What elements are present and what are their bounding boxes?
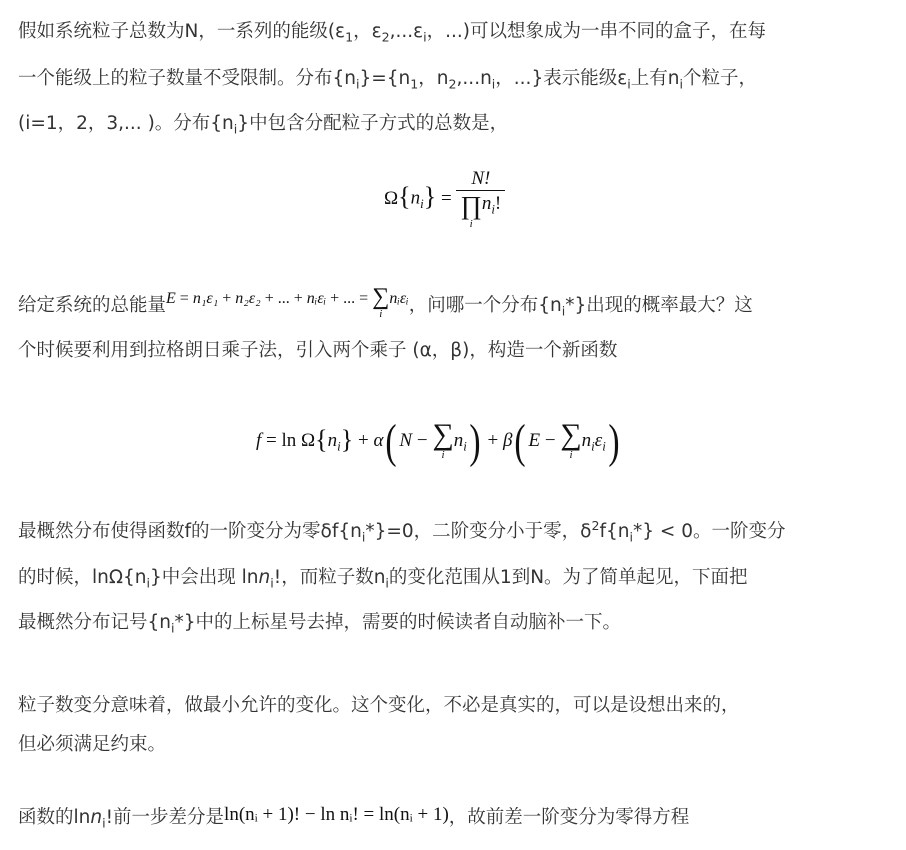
paragraph-2-line-1: 给定系统的总能量E = n₁ε₁ + n₂ε₂ + ... + nᵢεᵢ + ... = ∑ i nᵢεᵢ，问哪一个分布$\{n_i*\}$出现的概率最大？这 (18, 283, 888, 330)
paragraph-3-line-1: 最概然分布使得函数f的一阶变分为零$\delta f\{n_i*\}=0$，二阶变分小于零，$\delta^2f\{n_i*\} < 0$。一阶变分 (18, 518, 786, 545)
paragraph-5-line-1: 函数的lnn$_i$!前一步差分是ln(nᵢ + 1)! − ln nᵢ! = ln(nᵢ + 1)，故前差一阶变分为零得方程 (18, 804, 690, 831)
paragraph-3-line-3: 最概然分布记号$\{n_i*\}$中的上标星号去掉，需要的时候读者自动脑补一下。 (18, 612, 622, 636)
equation-lagrange: $f = \ln \Omega\{n_i\} + \alpha$( N − ∑ i $n_i) + \beta$( E − ∑ i $n_i\varepsilon_i$) (256, 414, 620, 468)
paragraph-3-line-2: 的时候，$\ln\Omega\{n_i\}$中会出现 lnn$_i$!，而粒子数$n_i$的变化范围从1到N。为了简单起见，下面把 (18, 567, 748, 591)
paragraph-1-line-1: 假如系统粒子总数为N，一系列的能级($\varepsilon_1$，$\varepsilon_2,...\varepsilon_i$，...)可以想象成为一串不同的盒子，在每 (18, 21, 766, 45)
energy-equation: E = n₁ε₁ + n₂ε₂ + ... + nᵢεᵢ + ... = ∑ i nᵢεᵢ (166, 284, 409, 320)
difference-equation: ln(nᵢ + 1)! − ln nᵢ! = ln(nᵢ + 1) (224, 804, 449, 825)
equation-omega: $\Omega\{n_i\}$ = N! ∏ i $n_i$! (384, 168, 505, 230)
omega-fraction: N! ∏ i $n_i$! (456, 168, 505, 230)
product-symbol: ∏ i (460, 191, 482, 230)
paragraph-2-line-2: 个时候要利用到拉格朗日乘子法，引入两个乘子 (α，β)，构造一个新函数 (18, 340, 618, 361)
paragraph-1-line-2: 一个能级上的粒子数量不受限制。分布$\{n_i\}=\{n_1$，$n_2,...n_i$，...}表示能级$\varepsilon_i$上有$n_i$个粒子， (18, 68, 757, 92)
paragraph-4-line-1: 粒子数变分意味着，做最小允许的变化。这个变化，不必是真实的，可以是设想出来的， (18, 695, 740, 716)
paragraph-4-line-2: 但必须满足约束。 (18, 734, 167, 755)
paragraph-1-line-3: (i=1，2，3,... )。分布$\{n_i\}$中包含分配粒子方式的总数是， (18, 113, 509, 137)
